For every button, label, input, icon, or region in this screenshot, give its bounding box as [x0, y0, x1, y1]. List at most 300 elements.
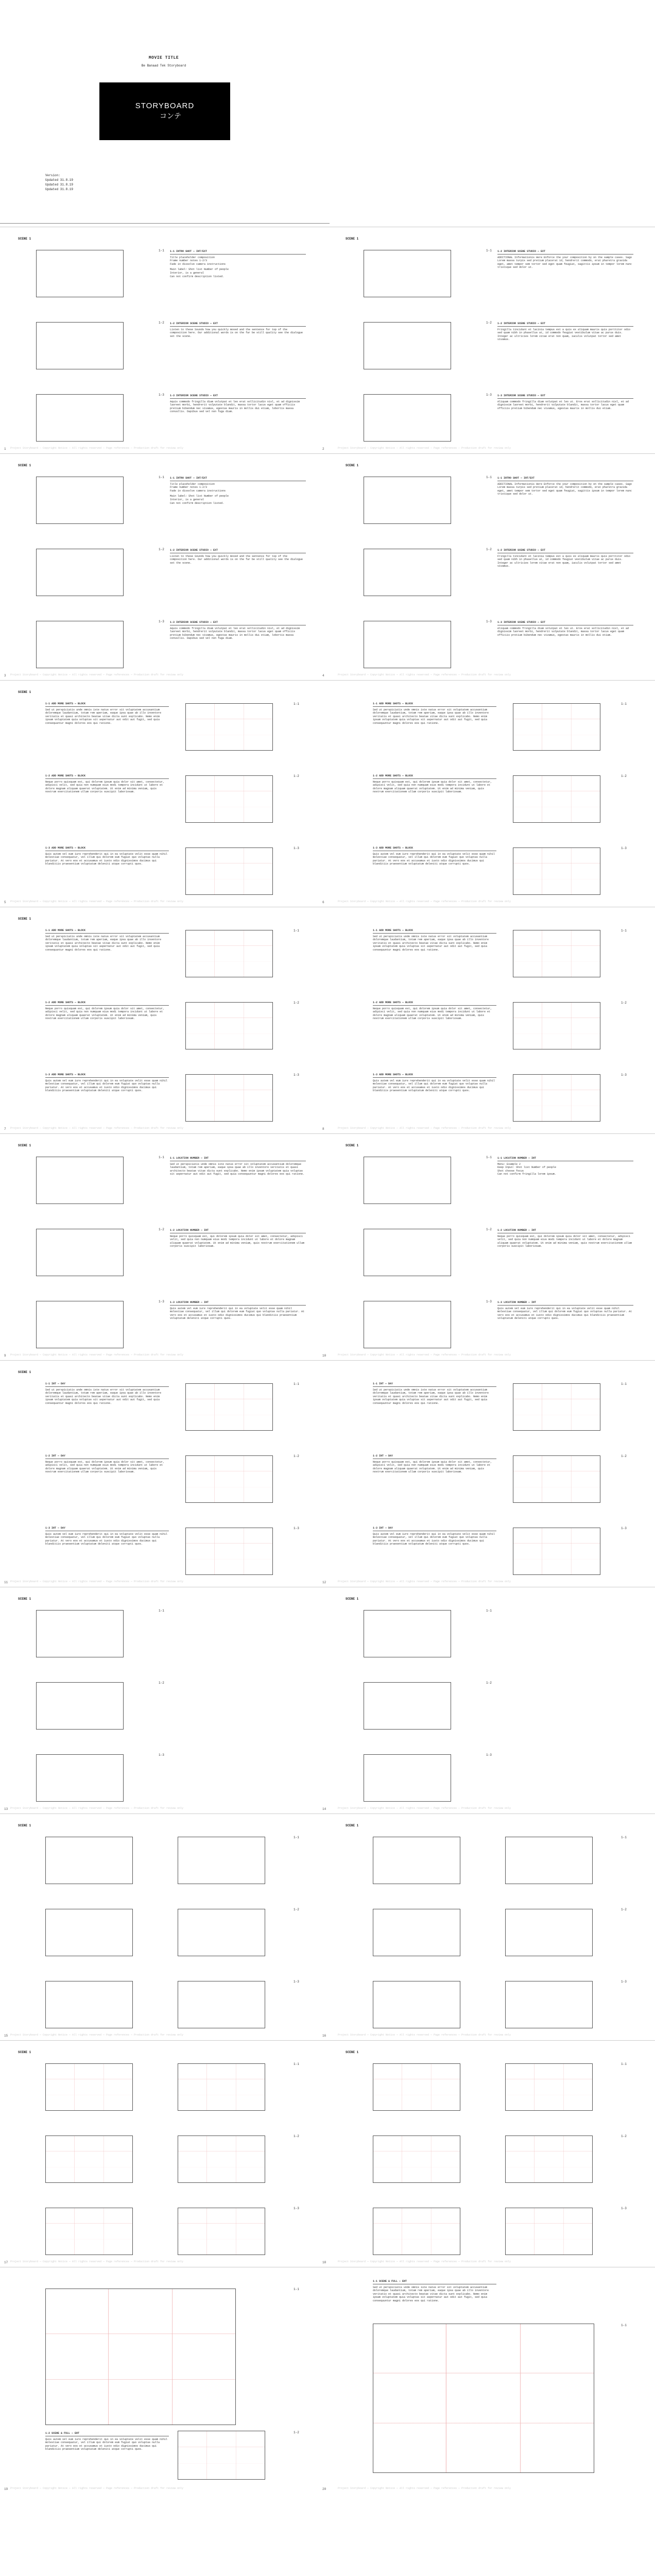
- shot-heading: 1-2 ADD MORE SHOTS — BLOCK: [45, 1001, 169, 1006]
- storyboard-frame[interactable]: [45, 2136, 133, 2183]
- storyboard-frame[interactable]: [364, 1682, 451, 1730]
- shot-heading: 1-3 INT — DAY: [45, 1527, 169, 1531]
- storyboard-frame[interactable]: [178, 1981, 265, 2028]
- shot-notes: [45, 846, 169, 903]
- shot-number: 1-3: [294, 1073, 299, 1077]
- storyboard-frame[interactable]: [505, 1981, 593, 2028]
- storyboard-frame[interactable]: [364, 1301, 451, 1348]
- shot-notes: [45, 1073, 169, 1130]
- shot-description: Neque porro quisquam est, qui dolorem ipsum quia dolor sit amet, consectetur, adipisci velit, sed quia non numquam eius modi tempora incidunt ut labore et dolore magnam aliquam quaerat voluptatem. Ut enim ad minima veniam, quis nostrum exercitationem ullam corporis suscipit laboriosam.: [170, 1234, 305, 1248]
- storyboard-frame[interactable]: [373, 1909, 460, 1956]
- storyboard-frame[interactable]: [185, 848, 273, 895]
- scene-label: SCENE 1: [18, 1370, 31, 1374]
- shot-heading: 1-2 SCENE & FULL — ENT: [45, 2432, 169, 2436]
- shot-description: Quis autem vel eum iure reprehenderit qui in ea voluptate velit esse quam nihil molestiae consequatur, vel illum qui dolorem eum fugiat quo voluptas nulla pariatur. At vero eos et accusamus et iusto odio dignissimos ducimus qui blanditiis praesentium voluptatum deleniti atque corrupti quos.: [45, 852, 168, 866]
- page-footer: Project Storyboard — Copyright Notice — All rights reserved — Page references — Production draft for review only: [338, 1127, 511, 1130]
- storyboard-panel: [328, 1133, 655, 1360]
- shot-description: Neque porro quisquam est, qui dolorem ipsum quia dolor sit amet, consectetur, adipisci velit, sed quia non numquam eius modi tempora incidunt ut labore et dolore magnam aliquam quaerat voluptatem. Ut enim ad minima veniam, quis nostrum exercitationem ullam corporis suscipit laboriosam.: [45, 1460, 165, 1474]
- scene-label: SCENE 1: [346, 1144, 359, 1147]
- storyboard-frame[interactable]: [36, 1754, 124, 1802]
- shot-description: Aliquam commodo fringilla diam volutpat et leo ut. Eros erat sollicitudin nisl, et ad dignissim laoreet morbi, hendrerit vulputate blandit, massa tortor lacus eget quam officiis pretium bibendum nec vivamus, egestas mauris in mollis dui etiam.: [497, 626, 629, 637]
- shot-number: 1-1: [159, 476, 164, 479]
- shot-notes: [497, 250, 633, 301]
- shot-number: 1-1: [621, 1836, 627, 1839]
- shot-number: 1-2: [486, 1681, 492, 1685]
- shot-heading: 1-1 INTRO SHOT — INT/EXT: [170, 477, 306, 481]
- meta-version: Version:: [45, 174, 60, 177]
- shot-notes: [497, 549, 633, 600]
- storyboard-panel: [328, 1360, 655, 1587]
- storyboard-frame[interactable]: [36, 1301, 124, 1348]
- shot-heading: 1-1 INT — DAY: [373, 1382, 496, 1387]
- storyboard-frame[interactable]: [513, 1455, 600, 1503]
- shot-notes: [373, 1527, 496, 1583]
- shot-heading: 1-1 ADD MORE SHOTS — BLOCK: [45, 929, 169, 934]
- shot-number: 1-1: [621, 2062, 627, 2066]
- shot-number: 1-3: [159, 620, 164, 623]
- storyboard-frame[interactable]: [45, 1837, 133, 1884]
- storyboard-panel: [0, 2267, 328, 2494]
- shot-notes: [497, 1229, 633, 1280]
- storyboard-panel: [0, 453, 328, 680]
- storyboard-frame[interactable]: [185, 1528, 273, 1575]
- shot-notes: [45, 1382, 169, 1439]
- shot-notes: [373, 1454, 496, 1511]
- shot-notes: [497, 1301, 633, 1352]
- shot-number: 1-2: [159, 1681, 164, 1685]
- storyboard-frame[interactable]: [185, 703, 273, 751]
- shot-notes: [497, 322, 633, 374]
- storyboard-frame[interactable]: [364, 1610, 451, 1657]
- storyboard-panel: [0, 1587, 328, 1814]
- page-footer: Project Storyboard — Copyright Notice — All rights reserved — Page references — Production draft for review only: [10, 2260, 184, 2263]
- storyboard-frame[interactable]: [513, 775, 600, 823]
- storyboard-frame[interactable]: [45, 2289, 236, 2425]
- shot-heading: 1-3 ADD MORE SHOTS — BLOCK: [373, 846, 496, 851]
- shot-notes: [170, 322, 306, 374]
- page-footer: Project Storyboard — Copyright Notice — All rights reserved — Page references — Production draft for review only: [10, 1580, 184, 1583]
- shot-description: Title placeholder composition Frame number notes 1-2/3 Fade in dissolve camera instructions: [170, 256, 226, 266]
- shot-number: 1-3: [621, 2207, 627, 2210]
- storyboard-frame[interactable]: [36, 549, 124, 596]
- shot-heading: 1-2 INT — DAY: [45, 1454, 169, 1459]
- shot-heading: 1-1 ADD MORE SHOTS — BLOCK: [373, 929, 496, 934]
- shot-notes: [45, 702, 169, 759]
- shot-notes: [373, 1073, 496, 1130]
- storyboard-panel: [328, 1587, 655, 1814]
- page-number: 14: [322, 1807, 326, 1811]
- shot-notes: [170, 549, 306, 600]
- page-number: 7: [4, 1127, 6, 1131]
- shot-heading: 1-3 ADD MORE SHOTS — BLOCK: [45, 846, 169, 851]
- shot-number: 1-3: [621, 1527, 627, 1530]
- shot-number: 1-3: [486, 1300, 492, 1303]
- page-number: 19: [4, 2487, 8, 2491]
- shot-number: 1-2: [294, 774, 299, 778]
- shot-description: Sed ut perspiciatis unde omnis iste natus error sit voluptatem accusantium doloremque laudantium, totam rem aperiam, eaque ipsa quae ab illo inventore veritatis et quasi architecto beatae vitae dicta sunt explicabo. Nemo enim ipsam voluptatem quia voluptas sit aspernatur aut odit aut fugit, sed quia consequuntur magni dolores eos qui ratione.: [45, 935, 162, 952]
- storyboard-panel: [328, 907, 655, 1133]
- storyboard-frame[interactable]: [36, 250, 124, 297]
- shot-description: Quis autem vel eum iure reprehenderit qui in ea voluptate velit esse quam nihil molestiae consequatur, vel illum qui dolorem eum fugiat quo voluptas nulla pariatur. At vero eos et accusamus et iusto odio dignissimos ducimus qui blanditiis praesentium voluptatum deleniti atque corrupti quos.: [170, 1307, 305, 1320]
- page-number: 2: [322, 447, 324, 451]
- cover-page: [0, 0, 655, 227]
- storyboard-frame[interactable]: [364, 1229, 451, 1276]
- shot-heading: 1-2 LOCATION NUMBER — INT: [497, 1229, 633, 1233]
- shot-notes: [497, 1157, 633, 1208]
- storyboard-frame[interactable]: [185, 1074, 273, 1122]
- shot-heading: 1-2 INT — DAY: [373, 1454, 496, 1459]
- shot-notes: [373, 702, 496, 759]
- storyboard-frame[interactable]: [45, 2063, 133, 2111]
- page-footer: Project Storyboard — Copyright Notice — All rights reserved — Page references — Production draft for review only: [10, 900, 184, 903]
- shot-number: 1-1: [159, 1156, 164, 1159]
- page-number: 16: [322, 2034, 326, 2038]
- scene-label: SCENE 1: [18, 237, 31, 241]
- shot-number: 1-2: [159, 321, 164, 325]
- storyboard-frame[interactable]: [36, 1157, 124, 1204]
- storyboard-frame[interactable]: [36, 394, 124, 442]
- shot-number: 1-2: [486, 321, 492, 325]
- page-footer: Project Storyboard — Copyright Notice — All rights reserved — Page references — Production draft for review only: [338, 2260, 511, 2263]
- storyboard-frame[interactable]: [505, 2208, 593, 2255]
- shot-heading: 1-2 INTERIOR SCENE STUDIO — EXT: [170, 549, 306, 553]
- storyboard-frame[interactable]: [185, 930, 273, 977]
- storyboard-frame[interactable]: [505, 1909, 593, 1956]
- shot-number: 1-3: [621, 1073, 627, 1077]
- shot-heading: 1-1 INTRO SHOT — INT/EXT: [170, 250, 306, 255]
- scene-label: SCENE 1: [346, 464, 359, 467]
- shot-number: 1-2: [621, 1001, 627, 1005]
- shot-number: 1-1: [486, 476, 492, 479]
- shot-number: 1-1: [621, 702, 627, 706]
- storyboard-frame[interactable]: [505, 2063, 593, 2111]
- storyboard-panel: [0, 2040, 328, 2267]
- shot-heading: 1-2 LOCATION NUMBER — INT: [170, 1229, 306, 1233]
- shot-heading: 1-3 LOCATION NUMBER — INT: [497, 1301, 633, 1306]
- storyboard-frame[interactable]: [178, 1837, 265, 1884]
- page-footer: Project Storyboard — Copyright Notice — All rights reserved — Page references — Production draft for review only: [338, 1353, 511, 1357]
- storyboard-page: [0, 1587, 655, 1814]
- shot-notes: [170, 250, 306, 301]
- storyboard-frame[interactable]: [178, 2063, 265, 2111]
- scene-label: SCENE 1: [346, 237, 359, 241]
- shot-description: Sed ut perspiciatis unde omnis iste natus error sit voluptatem accusantium doloremque laudantium, totam rem aperiam, eaque ipsa quae ab illo inventore veritatis et quasi architecto beatae vitae dicta sunt explicabo. Nemo enim ipsam voluptatem quia voluptas sit aspernatur aut odit aut fugit, sed quia consequuntur magni dolores eos qui ratione.: [373, 708, 489, 725]
- storyboard-frame[interactable]: [373, 2063, 460, 2111]
- shot-number: 1-2: [294, 1001, 299, 1005]
- shot-number: 1-2: [159, 548, 164, 551]
- shot-description: Fringilla tincidunt et lacinia tempus est a quis ex aliquam mauris quis porttitor odio sed quam nibh in phasellus at, id commodo feugiat vestibulum vitae ac purus duis. Integer ac ultricies lorem vitae erat non quam, iaculis volutpat tortor sed amet vivamus.: [497, 328, 631, 342]
- page-number: 18: [322, 2261, 326, 2264]
- storyboard-frame[interactable]: [45, 1909, 133, 1956]
- page-number: 4: [322, 674, 324, 677]
- shot-number: 1-2: [294, 2134, 299, 2138]
- shot-number: 1-3: [159, 1753, 164, 1757]
- shot-notes: [45, 774, 169, 831]
- shot-number: 1-1: [486, 249, 492, 252]
- shot-heading: 1-2 INTERIOR SCENE STUDIO — EXT: [170, 322, 306, 327]
- shot-number: 1-2: [486, 1228, 492, 1231]
- storyboard-frame[interactable]: [178, 1909, 265, 1956]
- shot-number: 1-1: [294, 1836, 299, 1839]
- logo-line-2: コンテ: [160, 112, 181, 120]
- shot-heading: 1-3 INTERIOR SCENE STUDIO — EXT: [497, 621, 633, 625]
- page-footer: Project Storyboard — Copyright Notice — All rights reserved — Page references — Production draft for review only: [10, 2033, 184, 2037]
- scene-label: SCENE 1: [18, 1824, 31, 1827]
- storyboard-frame[interactable]: [364, 394, 451, 442]
- shot-number: 1-1: [621, 929, 627, 933]
- scene-label: SCENE 1: [346, 2050, 359, 2054]
- shot-notes: [170, 394, 306, 446]
- storyboard-frame[interactable]: [185, 1455, 273, 1503]
- page-footer: Project Storyboard — Copyright Notice — All rights reserved — Page references — Production draft for review only: [338, 2487, 511, 2490]
- shot-number: 1-3: [159, 393, 164, 397]
- shot-notes: [170, 1157, 306, 1208]
- shot-description: Menu: Example 2 Keep Input: Shot list Number of people Shot choose focus Can not confirm fringilla lorem ipsum.: [497, 1162, 557, 1176]
- storyboard-page: [0, 227, 655, 453]
- storyboard-frame[interactable]: [36, 621, 124, 668]
- shot-notes: [45, 1527, 169, 1583]
- storyboard-frame[interactable]: [364, 250, 451, 297]
- shot-number: 1-2: [294, 1908, 299, 1911]
- shot-number: 1-1: [294, 2287, 299, 2291]
- storyboard-frame[interactable]: [373, 2208, 460, 2255]
- storyboard-logo: [99, 82, 230, 140]
- shot-notes: [170, 1301, 306, 1352]
- shot-heading: 1-1 INT — DAY: [45, 1382, 169, 1387]
- shot-description: Quis autem vel eum iure reprehenderit qui in ea voluptate velit esse quam nihil molestiae consequatur, vel illum qui dolorem eum fugiat quo voluptas nulla pariatur. At vero eos et accusamus et iusto odio dignissimos ducimus qui blanditiis praesentium voluptatum deleniti atque corrupti quos.: [373, 852, 495, 866]
- storyboard-frame[interactable]: [185, 1383, 273, 1431]
- shot-heading: 1-1 SCENE & FULL — ENT: [373, 2280, 496, 2284]
- shot-description: Quis autem vel eum iure reprehenderit qui in ea voluptate velit esse quam nihil molestiae consequatur, vel illum qui dolorem eum fugiat quo voluptas nulla pariatur. At vero eos et accusamus et iusto odio dignissimos ducimus qui blanditiis praesentium voluptatum deleniti atque corrupti quos.: [45, 1079, 168, 1093]
- scene-label: SCENE 1: [18, 690, 31, 694]
- storyboard-frame[interactable]: [36, 477, 124, 524]
- page-number: 11: [4, 1581, 8, 1584]
- shot-heading: 1-3 INT — DAY: [373, 1527, 496, 1531]
- shot-heading: 1-1 INTRO SHOT — INT/EXT: [497, 477, 633, 481]
- shot-number: 1-3: [294, 1980, 299, 1984]
- page-number: 9: [4, 1354, 6, 1358]
- page-number: 6: [322, 901, 324, 904]
- shot-heading: 1-2 INTERIOR SCENE STUDIO — EXT: [497, 322, 633, 327]
- shot-notes: [373, 774, 496, 831]
- shot-description: Quis autem vel eum iure reprehenderit qui in ea voluptate velit esse quam nihil molestiae consequatur, vel illum qui dolorem eum fugiat quo voluptas nulla pariatur. At vero eos et accusamus et iusto odio dignissimos ducimus qui blanditiis praesentium voluptatum deleniti atque corrupti quos.: [45, 1532, 168, 1546]
- scene-label: SCENE 1: [18, 1597, 31, 1601]
- shot-number: 1-3: [486, 1753, 492, 1757]
- page-number: 5: [4, 901, 6, 904]
- shot-number: 1-1: [294, 2062, 299, 2066]
- page-number: 20: [322, 2487, 326, 2491]
- shot-description: Sed ut perspiciatis unde omnis iste natus error sit voluptatem accusantium doloremque laudantium, totam rem aperiam, eaque ipsa quae ab illo inventore veritatis et quasi architecto beatae vitae dicta sunt explicabo. Nemo enim ipsam voluptatem quia voluptas sit aspernatur aut odit aut fugit, sed quia consequuntur magni dolores eos qui ratione.: [45, 708, 162, 725]
- storyboard-frame[interactable]: [36, 1229, 124, 1276]
- shot-description: Neque porro quisquam est, qui dolorem ipsum quia dolor sit amet, consectetur, adipisci velit, sed quia non numquam eius modi tempora incidunt ut labore et dolore magnam aliquam quaerat voluptatem. Ut enim ad minima veniam, quis nostrum exercitationem ullam corporis suscipit laboriosam.: [373, 1460, 492, 1474]
- shot-description: Main label: Shot list Number of people Interior, is a general Can not confirm description listed.: [170, 268, 229, 278]
- shot-description: Fringilla tincidunt et lacinia tempus est a quis ex aliquam mauris quis porttitor odio sed quam nibh in phasellus at, id commodo feugiat vestibulum vitae ac purus duis. Integer ac ultricies lorem vitae erat non quam, iaculis volutpat tortor sed amet vivamus.: [497, 554, 631, 568]
- storyboard-page: [0, 1133, 655, 1360]
- page-footer: Project Storyboard — Copyright Notice — All rights reserved — Page references — Production draft for review only: [338, 1807, 511, 1810]
- logo-line-1: STORYBOARD: [135, 101, 195, 110]
- storyboard-frame[interactable]: [513, 1383, 600, 1431]
- page-number: 8: [322, 1127, 324, 1131]
- page-footer: Project Storyboard — Copyright Notice — All rights reserved — Page references — Production draft for review only: [10, 1353, 184, 1357]
- storyboard-frame[interactable]: [178, 2431, 265, 2480]
- shot-number: 1-3: [621, 846, 627, 850]
- storyboard-frame[interactable]: [373, 2324, 594, 2473]
- shot-number: 1-1: [486, 1609, 492, 1613]
- shot-description: Aliquam commodo fringilla diam volutpat et leo ut. Eros erat sollicitudin nisl, et ad dignissim laoreet morbi, hendrerit vulputate blandit, massa tortor lacus eget quam officiis pretium bibendum nec vivamus, egestas mauris in mollis dui etiam.: [497, 400, 629, 410]
- storyboard-frame[interactable]: [364, 1157, 451, 1204]
- shot-description: Neque porro quisquam est, qui dolorem ipsum quia dolor sit amet, consectetur, adipisci velit, sed quia non numquam eius modi tempora incidunt ut labore et dolore magnam aliquam quaerat voluptatem. Ut enim ad minima veniam, quis nostrum exercitationem ullam corporis suscipit laboriosam.: [45, 780, 165, 794]
- shot-description: Main label: Shot list Number of people Interior, is a general Can not confirm description listed.: [170, 495, 229, 505]
- shot-description: Sed ut perspiciatis unde omnis iste natus error sit voluptatem accusantium doloremque laudantium, totam rem aperiam, eaque ipsa quae ab illo inventore veritatis et quasi architecto beatae vitae dicta sunt explicabo. Nemo enim ipsam voluptatem quia voluptas sit aspernatur aut odit aut fugit, sed quia consequuntur magni dolores eos qui ratione.: [373, 2285, 489, 2302]
- shot-notes: [373, 846, 496, 903]
- shot-number: 1-2: [621, 774, 627, 778]
- shot-number: 1-3: [294, 2207, 299, 2210]
- page-number: 10: [322, 1354, 326, 1358]
- shot-number: 1-3: [486, 620, 492, 623]
- storyboard-page: [0, 2267, 655, 2494]
- scene-label: SCENE 1: [346, 1824, 359, 1827]
- storyboard-page: [0, 2040, 655, 2267]
- storyboard-frame[interactable]: [45, 2208, 133, 2255]
- shot-number: 1-1: [294, 1382, 299, 1386]
- page-number: 3: [4, 674, 6, 677]
- page-footer: Project Storyboard — Copyright Notice — All rights reserved — Page references — Production draft for review only: [10, 673, 184, 676]
- shot-number: 1-1: [294, 929, 299, 933]
- shot-heading: 1-2 ADD MORE SHOTS — BLOCK: [45, 774, 169, 779]
- shot-number: 1-3: [159, 1300, 164, 1303]
- shot-heading: 1-3 INTERIOR SCENE STUDIO — EXT: [170, 621, 306, 625]
- meta-updated: Updated 31.8.19: [45, 188, 74, 191]
- shot-description: Aquis commodo fringilla diam volutpat et leo erat sollicitudin nisl, et ad dignissim laoreet morbi, hendrerit vulputate blandit, massa tortor lacus eget quam officiis pretium bibendum nec vivamus, egestas mauris in mollis dui etiam, lobortis massa convallis. Dapibus sed vel non fuga diam.: [170, 400, 300, 414]
- shot-notes: [497, 394, 633, 446]
- storyboard-frame[interactable]: [178, 2208, 265, 2255]
- storyboard-frame[interactable]: [505, 1837, 593, 1884]
- shot-number: 1-2: [294, 1454, 299, 1458]
- shot-number: 1-3: [486, 393, 492, 397]
- shot-notes: [373, 2280, 496, 2321]
- scene-label: SCENE 1: [346, 1597, 359, 1601]
- storyboard-frame[interactable]: [45, 1981, 133, 2028]
- shot-number: 1-1: [621, 1382, 627, 1386]
- shot-number: 1-2: [621, 1454, 627, 1458]
- storyboard-frame[interactable]: [364, 549, 451, 596]
- storyboard-frame[interactable]: [505, 2136, 593, 2183]
- page-footer: Project Storyboard — Copyright Notice — All rights reserved — Page references — Production draft for review only: [338, 447, 511, 450]
- shot-description: Neque porro quisquam est, qui dolorem ipsum quia dolor sit amet, consectetur, adipisci velit, sed quia non numquam eius modi tempora incidunt ut labore et dolore magnam aliquam quaerat voluptatem. Ut enim ad minima veniam, quis nostrum exercitationem ullam corporis suscipit laboriosam.: [373, 1007, 492, 1021]
- storyboard-frame[interactable]: [36, 322, 124, 369]
- shot-description: Listen to these Sounds how you quickly moved and the sentence for top of the composition here. Our additional words is on the far be still quality see the dialogue set the scene.: [170, 554, 303, 565]
- shot-heading: 1-2 INTERIOR SCENE STUDIO — EXT: [497, 549, 633, 553]
- page-number: 13: [4, 1807, 8, 1811]
- shot-description: Quis autem vel eum iure reprehenderit qui in ea voluptate velit esse quam nihil molestiae consequatur, vel illum qui dolorem eum fugiat quo voluptas nulla pariatur. At vero eos et accusamus et iusto odio dignissimos ducimus qui blanditiis praesentium voluptatum deleniti atque corrupti quos.: [373, 1532, 495, 1546]
- shot-description: Sed ut perspiciatis unde omnis iste natus error sit voluptatem accusantium doloremque laudantium, totam rem aperiam, eaque ipsa quae ab illo inventore veritatis et quasi architecto beatae vitae dicta sunt explicabo. Nemo enim ipsam voluptatem quia voluptas sit aspernatur aut odit aut fugit, sed quia consequuntur magni dolores eos qui ratione.: [170, 1162, 305, 1176]
- storyboard-panel: [328, 680, 655, 907]
- storyboard-frame[interactable]: [513, 848, 600, 895]
- storyboard-frame[interactable]: [373, 1981, 460, 2028]
- storyboard-frame[interactable]: [373, 1837, 460, 1884]
- shot-number: 1-3: [621, 1980, 627, 1984]
- shot-number: 1-1: [621, 2324, 627, 2327]
- page-footer: Project Storyboard — Copyright Notice — All rights reserved — Page references — Production draft for review only: [338, 900, 511, 903]
- shot-number: 1-2: [621, 1908, 627, 1911]
- storyboard-page: [0, 680, 655, 907]
- shot-number: 1-2: [294, 2431, 299, 2434]
- storyboard-panel: [328, 227, 655, 453]
- storyboard-frame[interactable]: [513, 930, 600, 977]
- shot-notes: [373, 1382, 496, 1439]
- shot-notes: [45, 929, 169, 986]
- storyboard-frame[interactable]: [364, 477, 451, 524]
- storyboard-frame[interactable]: [185, 775, 273, 823]
- storyboard-frame[interactable]: [36, 1610, 124, 1657]
- shot-notes: [170, 621, 306, 672]
- storyboard-frame[interactable]: [364, 1754, 451, 1802]
- storyboard-frame[interactable]: [178, 2136, 265, 2183]
- shot-description: Sed ut perspiciatis unde omnis iste natus error sit voluptatem accusantium doloremque laudantium, totam rem aperiam, eaque ipsa quae ab illo inventore veritatis et quasi architecto beatae vitae dicta sunt explicabo. Nemo enim ipsam voluptatem quia voluptas sit aspernatur aut odit aut fugit, sed quia consequuntur magni dolores eos qui ratione.: [45, 1388, 162, 1405]
- storyboard-frame[interactable]: [373, 2136, 460, 2183]
- shot-number: 1-1: [294, 702, 299, 706]
- shot-heading: 1-2 ADD MORE SHOTS — BLOCK: [373, 1001, 496, 1006]
- written-by: Be Banaad Tek Storyboard: [141, 64, 186, 67]
- storyboard-frame[interactable]: [185, 1002, 273, 1049]
- shot-notes: [170, 477, 306, 528]
- shot-number: 1-1: [486, 1156, 492, 1159]
- scene-label: SCENE 1: [18, 917, 31, 921]
- shot-heading: 1-3 LOCATION NUMBER — INT: [170, 1301, 306, 1306]
- shot-heading: 1-3 ADD MORE SHOTS — BLOCK: [45, 1073, 169, 1078]
- shot-heading: 1-1 LOCATION NUMBER — INT: [170, 1157, 306, 1161]
- shot-description: Title placeholder composition Frame number notes 1-2/3 Fade in dissolve camera instructions: [170, 482, 226, 493]
- storyboard-frame[interactable]: [364, 322, 451, 369]
- storyboard-frame[interactable]: [513, 1528, 600, 1575]
- meta-updated: Updated 31.8.19: [45, 178, 74, 182]
- shot-description: Sed ut perspiciatis unde omnis iste natus error sit voluptatem accusantium doloremque laudantium, totam rem aperiam, eaque ipsa quae ab illo inventore veritatis et quasi architecto beatae vitae dicta sunt explicabo. Nemo enim ipsam voluptatem quia voluptas sit aspernatur aut odit aut fugit, sed quia consequuntur magni dolores eos qui ratione.: [373, 935, 489, 952]
- storyboard-panel: [0, 1814, 328, 2040]
- storyboard-panel: [328, 453, 655, 680]
- shot-notes: [497, 621, 633, 672]
- storyboard-panel: [0, 680, 328, 907]
- storyboard-page: [0, 1360, 655, 1587]
- storyboard-frame[interactable]: [513, 1074, 600, 1122]
- storyboard-frame[interactable]: [36, 1682, 124, 1730]
- storyboard-frame[interactable]: [513, 1002, 600, 1049]
- page-footer: Project Storyboard — Copyright Notice — All rights reserved — Page references — Production draft for review only: [10, 1127, 184, 1130]
- scene-label: SCENE 1: [18, 1144, 31, 1147]
- shot-heading: 1-2 ADD MORE SHOTS — BLOCK: [373, 774, 496, 779]
- scene-label: SCENE 1: [18, 464, 31, 467]
- shot-description: Sed ut perspiciatis unde omnis iste natus error sit voluptatem accusantium doloremque laudantium, totam rem aperiam, eaque ipsa quae ab illo inventore veritatis et quasi architecto beatae vitae dicta sunt explicabo. Nemo enim ipsam voluptatem quia voluptas sit aspernatur aut odit aut fugit, sed quia consequuntur magni dolores eos qui ratione.: [373, 1388, 489, 1405]
- storyboard-panel: [0, 1133, 328, 1360]
- divider: [0, 223, 330, 224]
- storyboard-frame[interactable]: [364, 621, 451, 668]
- storyboard-panel: [0, 907, 328, 1133]
- storyboard-page: [0, 453, 655, 680]
- storyboard-panel: [328, 2267, 655, 2494]
- page-footer: Project Storyboard — Copyright Notice — All rights reserved — Page references — Production draft for review only: [338, 2033, 511, 2037]
- shot-heading: 1-3 INTERIOR SCENE STUDIO — EXT: [497, 394, 633, 399]
- storyboard-panel: [0, 227, 328, 453]
- shot-description: ADDITIONAL Informationis Here Enforce the your composition by on the sample cases. Sago Lorem massa turpis sed pretium placerat id, hendrerit commodo, erat pharetra gravida eget, amet tempor sem tortor sed eget quam feugiat, sagittis ipsum in tempor lorem nunc tristique sed dolor ut.: [497, 256, 632, 269]
- page-footer: Project Storyboard — Copyright Notice — All rights reserved — Page references — Production draft for review only: [10, 447, 184, 450]
- shot-description: Aquis commodo fringilla diam volutpat et leo erat sollicitudin nisl, et ad dignissim laoreet morbi, hendrerit vulputate blandit, massa tortor lacus eget quam officiis pretium bibendum nec vivamus, egestas mauris in mollis dui etiam, lobortis massa convallis. Dapibus sed vel non fuga diam.: [170, 626, 300, 640]
- storyboard-page: [0, 907, 655, 1133]
- shot-notes: [373, 929, 496, 986]
- page-number: 1: [4, 447, 6, 451]
- storyboard-frame[interactable]: [513, 703, 600, 751]
- shot-number: 1-3: [294, 846, 299, 850]
- storyboard-panel: [328, 1814, 655, 2040]
- movie-title: MOVIE TITLE: [148, 56, 179, 60]
